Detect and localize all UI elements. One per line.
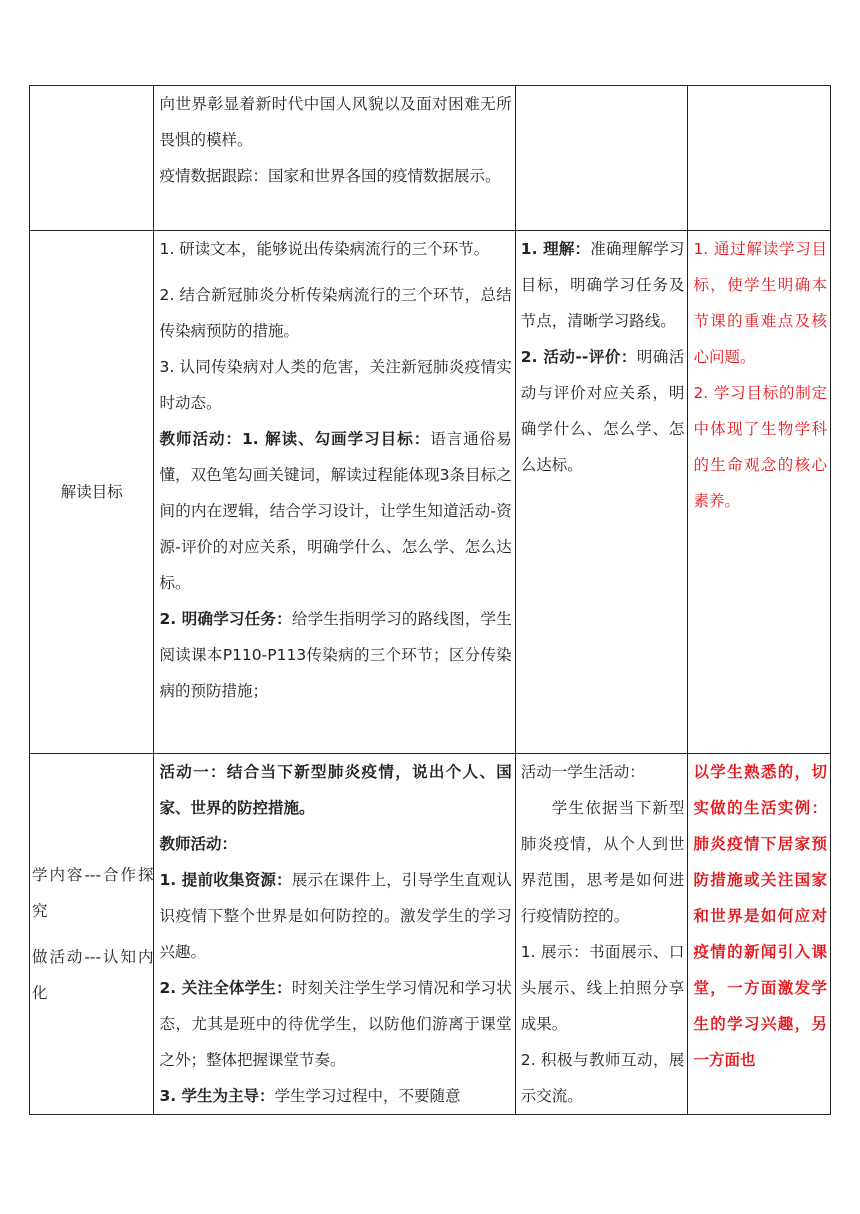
goal-1: 1. 研读文本，能够说出传染病流行的三个环节。 <box>159 240 490 258</box>
table-row <box>30 231 831 754</box>
student-item-2 <box>521 339 685 483</box>
teacher-activity-body: 语言通俗易懂，双色笔勾画关键词，解读过程能体现3条目标之间的内在逻辑，结合学习设计，让学生知道活动-资源-评价的对应关系，明确学什么、怎么学、怎么达标。 <box>159 430 512 592</box>
row2-note-cell <box>688 231 831 754</box>
teacher-point-2-head: 2. 关注全体学生： <box>159 979 292 997</box>
student-item-1-head: 1. 理解： <box>520 240 591 258</box>
student-activity-title: 活动一学生活动： <box>520 763 645 781</box>
row3-note-cell <box>688 754 831 1115</box>
teacher-point-1-body: 展示在课件上，引导学生直观认识疫情下整个世界是如何防控的。激发学生的学习兴趣。 <box>159 871 512 961</box>
goal-2: 2. 结合新冠肺炎分析传染病流行的三个环节，总结传染病预防的措施。 <box>159 286 512 340</box>
design-note-1: 1. 通过解读学习目标，使学生明确本节课的重难点及核心问题。 <box>693 240 827 366</box>
row3-label-cell <box>30 754 154 1115</box>
student-item-2-body: 明确活动与评价对应关系，明确学什么、怎么学、怎么达标。 <box>520 348 685 474</box>
student-item-1-body: 准确理解学习目标，明确学习任务及节点，清晰学习路线。 <box>520 240 685 330</box>
design-note-3: 以学生熟悉的，切实做的生活实例：肺炎疫情下居家预防措施或关注国家和世界是如何应对疫情的新闻引入课堂，一方面激发学生的学习兴趣，另一方面也 <box>693 763 827 1069</box>
row2-student-cell <box>515 231 688 754</box>
row2-label: 解读目标 <box>60 483 123 501</box>
student-item-2-head: 2. 活动--评价： <box>520 348 637 366</box>
row1-text-1: 向世界彰显着新时代中国人风貌以及面对困难无所畏惧的模样。 <box>159 95 512 149</box>
row3-label-1: 学内容---合作探究 <box>32 866 154 920</box>
row1-note-cell <box>688 86 831 231</box>
lesson-plan-table <box>29 85 831 1115</box>
teacher-point-3-body: 学生学习过程中，不要随意 <box>274 1087 461 1105</box>
row1-label-cell <box>30 86 154 231</box>
table-row <box>30 86 831 231</box>
teacher-activity-head: 教师活动：1. 解读、勾画学习目标： <box>159 430 431 448</box>
row1-student-cell <box>515 86 688 231</box>
activity-title: 活动一：结合当下新型肺炎疫情，说出个人、国家、世界的防控措施。 <box>159 763 512 817</box>
student-activity-item-2: 2. 积极与教师互动，展示交流。 <box>520 1051 685 1105</box>
row3-student-cell <box>515 754 688 1115</box>
teacher-point-1 <box>159 862 511 970</box>
teacher-point-3 <box>159 1078 511 1114</box>
row1-text-2: 疫情数据跟踪：国家和世界各国的疫情数据展示。 <box>159 167 501 185</box>
row2-content-cell <box>154 231 515 754</box>
goal-3: 3. 认同传染病对人类的危害，关注新冠肺炎疫情实时动态。 <box>159 358 512 412</box>
student-activity-body: 学生依据当下新型肺炎疫情，从个人到世界范围，思考是如何进行疫情防控的。 <box>520 799 685 925</box>
learning-task <box>159 601 511 709</box>
learning-task-body: 给学生指明学习的路线图，学生阅读课本P110-P113传染病的三个环节；区分传染病的预防措施； <box>159 610 512 700</box>
row3-label-2: 做活动---认知内化 <box>32 948 154 1002</box>
teacher-point-2 <box>159 970 511 1078</box>
table-row <box>30 754 831 1115</box>
design-note-2: 2. 学习目标的制定中体现了生物学科的生命观念的核心素养。 <box>693 384 827 510</box>
teacher-activity <box>159 421 511 601</box>
row2-label-cell <box>30 231 154 754</box>
teacher-label: 教师活动： <box>159 835 237 853</box>
row3-content-cell <box>154 754 515 1115</box>
teacher-point-1-head: 1. 提前收集资源： <box>159 871 292 889</box>
student-activity-item-1: 1. 展示：书面展示、口头展示、线上拍照分享成果。 <box>520 943 685 1033</box>
teacher-point-2-body: 时刻关注学生学习情况和学习状态，尤其是班中的待优学生，以防他们游离于课堂之外；整体把握课堂节奏。 <box>159 979 512 1069</box>
student-item-1 <box>521 231 685 339</box>
row1-content-cell <box>154 86 515 231</box>
teacher-point-3-head: 3. 学生为主导： <box>159 1087 275 1105</box>
learning-task-head: 2. 明确学习任务： <box>159 610 292 628</box>
